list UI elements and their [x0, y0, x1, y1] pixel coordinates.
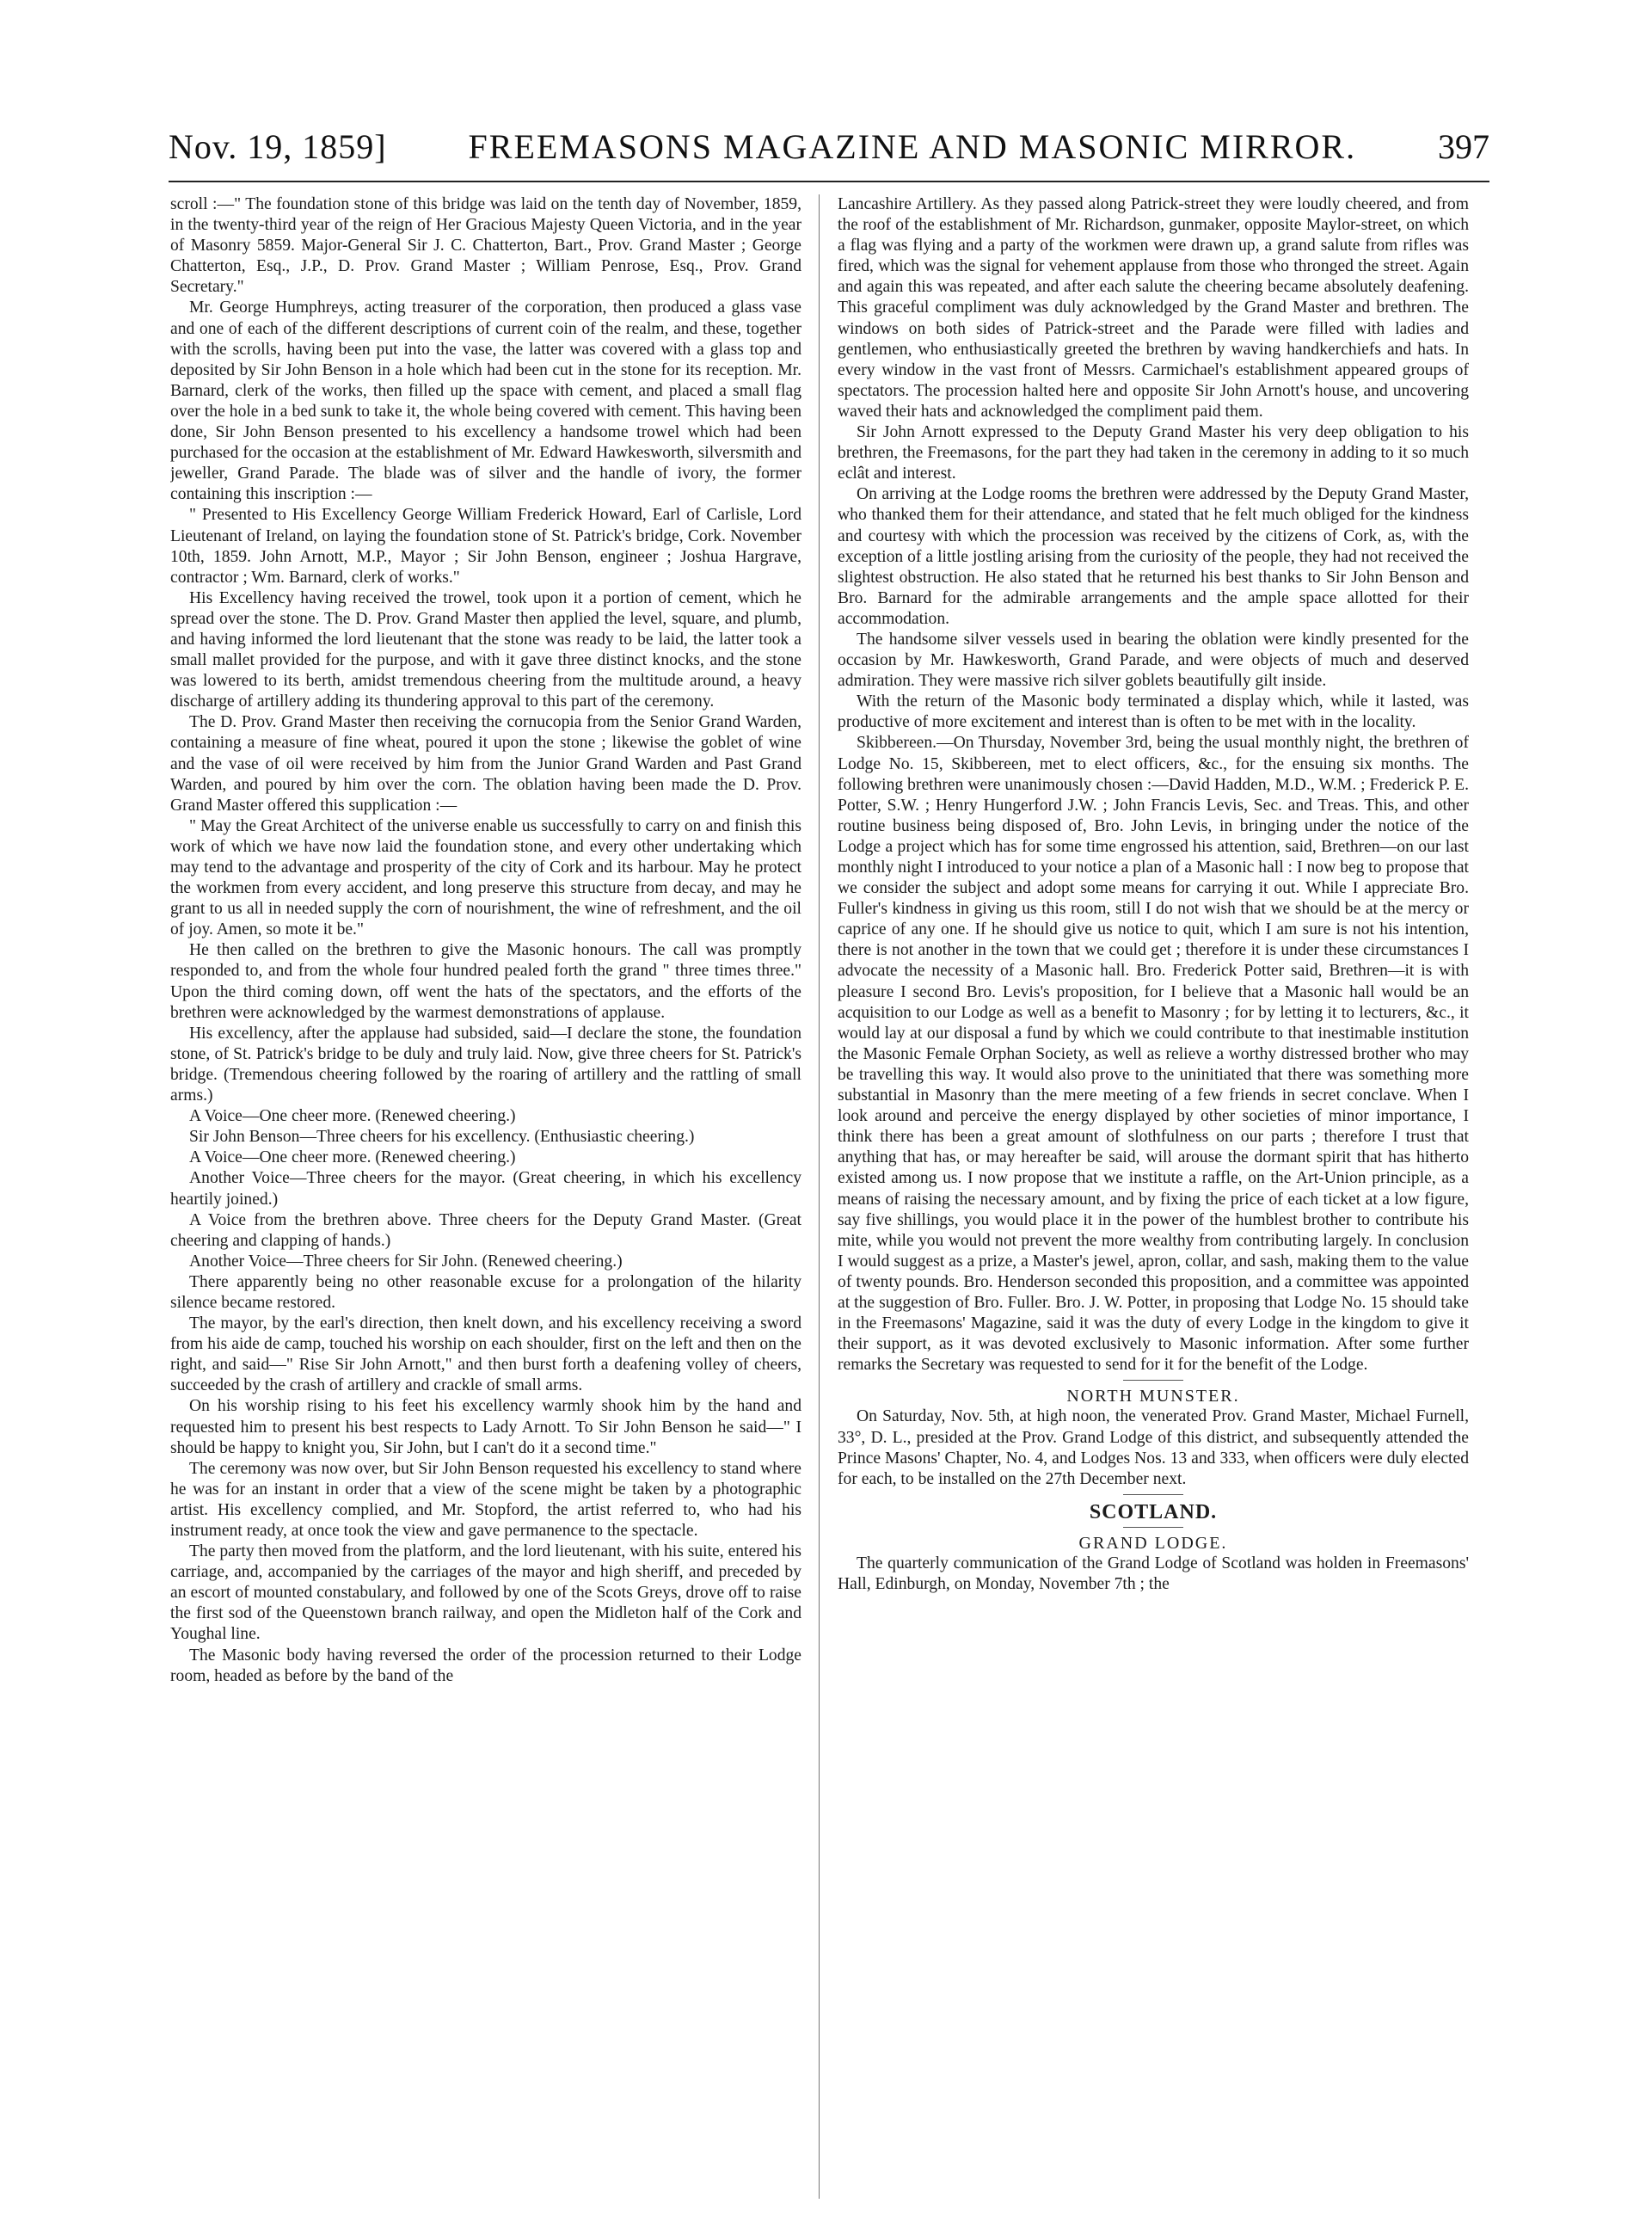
paragraph: The D. Prov. Grand Master then receiving the cornucopia from the Senior Grand Warden, containing a measure of fine wheat, poured it upon the stone ; likewise the goblet of wine and the vase of oil were received by him from the Junior Grand Warden and Past Grand Warden, and poured by him over the corn. The oblation having been made the D. Prov. Grand Master offered this supplication :— [170, 713, 801, 815]
paragraph: Sir John Benson—Three cheers for his excellency. (Enthusiastic cheering.) [189, 1128, 695, 1147]
publication-title: FREEMASONS MAGAZINE AND MASONIC MIRROR. [468, 126, 1357, 166]
paragraph: On arriving at the Lodge rooms the brethren were addressed by the Deputy Grand Master, who thanked them for their attendance, and stated that he felt much obliged for the kindness and courtesy with which the procession was received by the citizens of Cork, as, with the exception of a little jostling arising from the curiosity of the people, they had not received the slightest obstruction. He also stated that he returned his best thanks to Sir John Benson and Bro. Barnard for the admirable arrangements and the ample space allotted for their accommodation. [838, 485, 1469, 628]
running-header [169, 120, 1489, 172]
section-rule [1123, 1494, 1183, 1495]
paragraph: On his worship rising to his feet his excellency warmly shook him by the hand and requested him to present his best respects to Lady Arnott. To Sir John Benson he said—" I should be happy to knight you, Sir John, but I can't do it a second time." [170, 1397, 801, 1457]
paragraph: Another Voice—Three cheers for the mayor. (Great cheering, in which his excellency heartily joined.) [170, 1169, 801, 1209]
paragraph: Skibbereen.—On Thursday, November 3rd, being the usual monthly night, the brethren of Lodge No. 15, Skibbereen, met to elect officers, &c., for the ensuing six months. The following brethren were unanimously chosen :—David Hadden, M.D., W.M. ; Frederick P. E. Potter, S.W. ; Henry Hungerford J.W. ; John Francis Levis, Sec. and Treas. This, and other routine business being disposed of, Bro. John Levis, in bringing under the notice of the Lodge a project which has for some time engrossed his attention, said, Brethren—on our last monthly night I introduced to your notice a plan of a Masonic hall : I now beg to propose that we consider the subject and adopt some means for carrying it out. While I appreciate Bro. Fuller's kindness in giving us this room, still I do not wish that we should be at the mercy or caprice of any one. If he should give us notice to quit, which I am sure is not his intention, there is not another in the town that we could get ; therefore it is under these circumstances I advocate the necessity of a Masonic hall. Bro. Frederick Potter said, Brethren—it is with pleasure I second Bro. Levis's proposition, for I believe that a Masonic hall would be an acquisition to our Lodge as well as a benefit to Masonry ; for by letting it to lecturers, &c., it would lay at our disposal a fund by which we could contribute to that inestimable institution the Masonic Female Orphan Society, as well as relieve a worthy distressed brother who may be travelling this way. It would also prove to the uninitiated that there was something more substantial in Masonry than the mere meeting of a few friends in secret conclave. When I look around and perceive the energy displayed by other societies of minor importance, I think there has been a great amount of slothfulness on our parts ; therefore I trust that anything that has, or may hereafter be said, will arouse the dormant spirit that has hitherto existed among us. I now propose that we institute a raffle, on the Art-Union principle, as a means of raising the necessary amount, and by fixing the price of each ticket at a low figure, say five shillings, you would place it in the power of the humblest brother to contribute his mite, while you would not prevent the more wealthy from contributing largely. In conclusion I would suggest as a prize, a Master's jewel, apron, collar, and sash, making them to the value of twenty pounds. Bro. Henderson seconded this proposition, and a committee was appointed at the suggestion of Bro. Fuller. Bro. J. W. Potter, in proposing that Lodge No. 15 should take in the Freemasons' Magazine, said it was the duty of every Lodge in the kingdom to give it their support, as it was devoted exclusively to Masonic information. After some further remarks the Secretary was requested to send for it for the benefit of the Lodge. [838, 734, 1469, 1375]
section-subheading-grand-lodge: GRAND LODGE. [1078, 1533, 1228, 1553]
page-number: 397 [1437, 126, 1489, 166]
issue-date: Nov. 19, 1859] [169, 126, 387, 166]
section-heading-scotland: SCOTLAND. [1089, 1500, 1218, 1523]
paragraph: The mayor, by the earl's direction, then knelt down, and his excellency receiving a sword from his aide de camp, touched his worship on each shoulder, first on the left and then on the right, and said—" Rise Sir John Arnott," and then burst forth a deafening volley of cheers, succeeded by the crash of artillery and crackle of small arms. [170, 1314, 801, 1395]
paragraph: His Excellency having received the trowel, took upon it a portion of cement, which he spread over the stone. The D. Prov. Grand Master then applied the level, square, and plumb, and having informed the lord lieutenant that the stone was ready to be laid, the latter took a small mallet provided for the purpose, and with it gave three distinct knocks, and the stone was lowered to its berth, amidst tremendous cheering from the multitude around, a heavy discharge of artillery adding its thundering approval to this part of the ceremony. [170, 588, 801, 711]
paragraph: Another Voice—Three cheers for Sir John. (Renewed cheering.) [189, 1252, 623, 1271]
paragraph: The ceremony was now over, but Sir John Benson requested his excellency to stand where he was for an instant in order that a view of the scene might be taken by a photographic artist. His excellency complied, and Mr. Stopford, the artist referred to, who had his instrument ready, at once took the view and gave permanence to the spectacle. [170, 1459, 801, 1540]
paragraph: scroll :—" The foundation stone of this bridge was laid on the tenth day of November, 1859, in the twenty-third year of the reign of Her Gracious Majesty Queen Victoria, and in the year of Masonry 5859. Major-General Sir J. C. Chatterton, Bart., Prov. Grand Master ; George Chatterton, Esq., J.P., D. Prov. Grand Master ; William Penrose, Esq., Prov. Grand Secretary." [170, 195, 801, 297]
paragraph: His excellency, after the applause had subsided, said—I declare the stone, the foundation stone, of St. Patrick's bridge to be duly and truly laid. Now, give three cheers for St. Patrick's bridge. (Tremendous cheering followed by the roaring of artillery and the rattling of small arms.) [170, 1024, 801, 1105]
section-rule [1123, 1527, 1183, 1528]
left-column [170, 194, 801, 2207]
paragraph: Lancashire Artillery. As they passed along Patrick-street they were loudly cheered, and from the roof of the establishment of Mr. Richardson, gunmaker, opposite Maylor-street, on which a flag was flying and a party of the workmen were drawn up, a grand salute from rifles was fired, which was the signal for vehement applause from those who thronged the street. Again and again this was repeated, and after each salute the cheering became absolutely deafening. This graceful compliment was duly acknowledged by the Grand Master and brethren. The windows on both sides of Patrick-street and the Parade were filled with ladies and gentlemen, who enthusiastically greeted the brethren by waving handkerchiefs and hats. In every window in the vast front of Messrs. Carmichael's establishment appeared groups of spectators. The procession halted here and opposite Sir John Arnott's house, and uncovering waved their hats and acknowledged the compliment paid them. [838, 195, 1469, 421]
paragraph: He then called on the brethren to give the Masonic honours. The call was promptly responded to, and from the whole four hundred pealed forth the grand " three times three." Upon the third coming down, off went the hats of the spectators, and the efforts of the brethren were acknowledged by the warmest demonstrations of applause. [170, 941, 801, 1022]
paragraph: A Voice—One cheer more. (Renewed cheering.) [189, 1107, 516, 1126]
paragraph: " Presented to His Excellency George William Frederick Howard, Earl of Carlisle, Lord Lieutenant of Ireland, on laying the foundation stone of St. Patrick's bridge, Cork. November 10th, 1859. John Arnott, M.P., Mayor ; Sir John Benson, engineer ; Joshua Hargrave, contractor ; Wm. Barnard, clerk of works." [170, 506, 801, 587]
paragraph: The quarterly communication of the Grand Lodge of Scotland was holden in Freemasons' Hall, Edinburgh, on Monday, November 7th ; the [838, 1554, 1469, 1594]
paragraph: The handsome silver vessels used in bearing the oblation were kindly presented for the occasion by Mr. Hawkesworth, Grand Parade, and were objects of much and deserved admiration. They were massive rich silver goblets beautifully gilt inside. [838, 630, 1469, 691]
paragraph: With the return of the Masonic body terminated a display which, while it lasted, was productive of more excitement and interest than is often to be met with in the locality. [838, 692, 1469, 732]
paragraph: The Masonic body having reversed the order of the procession returned to their Lodge room, headed as before by the band of the [170, 1646, 801, 1685]
paragraph: A Voice from the brethren above. Three cheers for the Deputy Grand Master. (Great cheering and clapping of hands.) [170, 1210, 801, 1250]
paragraph: On Saturday, Nov. 5th, at high noon, the venerated Prov. Grand Master, Michael Furnell, 33°, D. L., presided at the Prov. Grand Lodge of this district, and subsequently attended the Prince Masons' Chapter, No. 4, and Lodges Nos. 13 and 333, when officers were duly elected for each, to be installed on the 27th December next. [838, 1407, 1469, 1488]
paragraph: Mr. George Humphreys, acting treasurer of the corporation, then produced a glass vase and one of each of the different descriptions of current coin of the realm, and these, together with the scrolls, having been put into the vase, the latter was covered with a glass top and deposited by Sir John Benson in a hole which had been cut in the stone for its reception. Mr. Barnard, clerk of the works, then filled up the space with cement, and placed a small flag over the hole in a bed sunk to take it, the whole being covered with cement. This having been done, Sir John Benson presented to his excellency a handsome trowel which had been purchased for the occasion at the establishment of Mr. Edward Hawkesworth, silversmith and jeweller, Grand Parade. The blade was of silver and the handle of ivory, the former containing this inscription :— [170, 298, 801, 504]
paragraph: The party then moved from the platform, and the lord lieutenant, with his suite, entered his carriage, and, accompanied by the carriages of the mayor and high sheriff, and preceded by an escort of mounted constabulary, and followed by one of the Scots Greys, drove off to raise the first sod of the Queenstown branch railway, and open the Midleton half of the Cork and Youghal line. [170, 1542, 801, 1644]
paragraph: Sir John Arnott expressed to the Deputy Grand Master his very deep obligation to his brethren, the Freemasons, for the part they had taken in the ceremony in adding to it so much eclât and interest. [838, 423, 1469, 483]
column-divider [819, 194, 820, 2199]
paragraph: A Voice—One cheer more. (Renewed cheering.) [189, 1148, 516, 1167]
paragraph: " May the Great Architect of the universe enable us successfully to carry on and finish this work of which we have now laid the foundation stone, and every other undertaking which may tend to the advantage and prosperity of the city of Cork and its harbour. May he protect the workmen from every accident, and long preserve this structure from decay, and may he grant to us all in needed supply the corn of nourishment, the wine of refreshment, and the oil of joy. Amen, so mote it be." [170, 816, 801, 939]
paragraph: There apparently being no other reasonable excuse for a prolongation of the hilarity silence became restored. [170, 1272, 801, 1312]
section-rule [1123, 1380, 1183, 1381]
section-heading-north-munster: NORTH MUNSTER. [1066, 1387, 1240, 1406]
header-rule [169, 181, 1489, 182]
right-column [838, 194, 1469, 2207]
